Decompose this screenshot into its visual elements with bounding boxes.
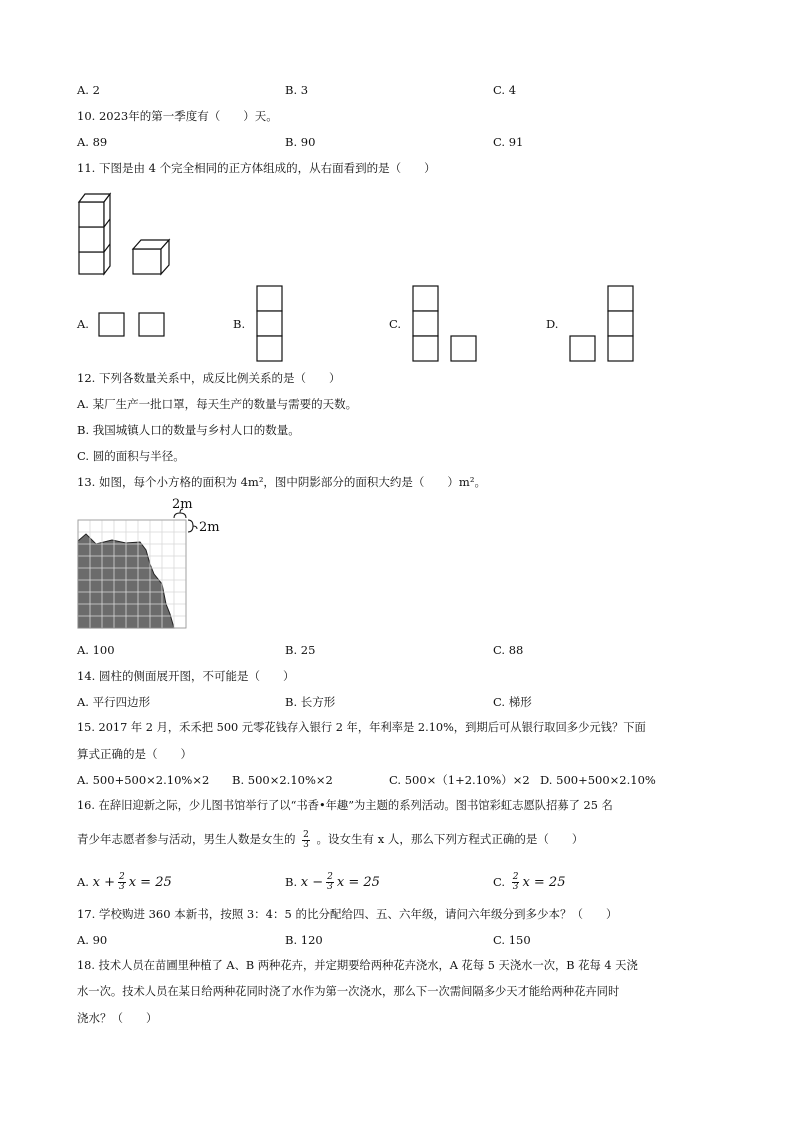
q16-text: 16. 在辞旧迎新之际，少儿图书馆举行了以“书香•年趣”为主题的系列活动。图书馆彩虹志愿队招募了 25 名	[77, 799, 613, 812]
q18-text-line2: 水一次。技术人员在某日给两种花同时浇了水作为第一次浇水，那么下一次需间隔多少天才能给两种花卉同时	[77, 985, 620, 998]
q13-option-a: A. 100	[77, 643, 115, 657]
q17-text: 17. 学校购进 360 本新书，按照 3：4：5 的比分配给四、五、六年级，请问六年级分到多少本？（ ）	[77, 907, 618, 921]
q16-option-c	[493, 868, 565, 897]
q13-option-b: B. 25	[285, 643, 316, 657]
q11-option-c-view	[411, 285, 481, 363]
q11-option-a: A.	[77, 317, 89, 331]
q12-option-c: C. 圆的面积与半径。	[77, 449, 185, 463]
q15-text: 15. 2017 年 2 月，禾禾把 500 元零花钱存入银行 2 年，年利率是 2.10%，到期后可从银行取回多少元钱？下面	[77, 721, 646, 734]
q13-option-c: C. 88	[493, 643, 524, 657]
q16-option-c-label: C.	[493, 875, 506, 889]
q14-option-c: C. 梯形	[493, 695, 532, 709]
q16-text-line2	[77, 824, 583, 854]
q14-text: 14. 圆柱的侧面展开图，不可能是（ ）	[77, 669, 295, 683]
q11-text: 11. 下图是由 4 个完全相同的正方体组成的，从右面看到的是（ ）	[77, 161, 436, 175]
q16-frac-num: 2	[303, 829, 309, 840]
q16-option-c-fraction	[512, 873, 520, 892]
q9-option-a: A. 2	[77, 83, 100, 97]
q12-option-b: B. 我国城镇人口的数量与乡村人口的数量。	[77, 423, 300, 437]
q14-option-b: B. 长方形	[285, 695, 336, 709]
q16-option-c-post: x = 25	[522, 875, 566, 890]
q12-option-a: A. 某厂生产一批口罩，每天生产的数量与需要的天数。	[77, 397, 358, 411]
q17-option-a: A. 90	[77, 933, 108, 947]
q13-label-top: 2m	[172, 497, 193, 512]
q16-option-b-pre: x −	[300, 875, 324, 890]
q16-option-b-den: 3	[327, 882, 333, 892]
q11-option-b: B.	[233, 317, 246, 331]
q16-option-a-den: 3	[118, 882, 125, 892]
q18-text-line3: 浇水？（ ）	[77, 1011, 158, 1025]
q9-option-b: B. 3	[285, 83, 309, 97]
q16-option-a	[77, 868, 172, 897]
q15-option-d: D. 500+500×2.10%	[540, 773, 656, 787]
q15-option-a: A. 500+500×2.10%×2	[77, 773, 210, 787]
q16-option-a-post: x = 25	[128, 875, 172, 890]
q13-text: 13. 如图，每个小方格的面积为 4m²，图中阴影部分的面积大约是（ ）m²。	[77, 475, 486, 489]
q15-option-c: C. 500×（1+2.10%）×2	[389, 773, 530, 787]
q13-grid-figure	[74, 496, 224, 631]
q10-option-c: C. 91	[493, 135, 524, 149]
q16-option-b	[285, 868, 380, 897]
q10-option-b: B. 90	[285, 135, 316, 149]
q14-option-a: A. 平行四边形	[77, 695, 151, 709]
q16-option-c-den: 3	[512, 882, 519, 892]
q11-option-d-view	[568, 285, 638, 363]
q11-option-a-view	[97, 312, 167, 338]
q16-option-a-fraction	[118, 873, 126, 892]
q18-text: 18. 技术人员在苗圃里种植了 A、B 两种花卉，并定期要给两种花卉浇水，A 花每 5 天浇水一次，B 花每 4 天浇	[77, 959, 638, 972]
q17-option-c: C. 150	[493, 933, 531, 947]
q16-option-a-pre: x +	[92, 875, 115, 890]
q10-option-a: A. 89	[77, 135, 108, 149]
q17-option-b: B. 120	[285, 933, 323, 947]
q11-option-b-view	[255, 285, 285, 363]
q12-text: 12. 下列各数量关系中，成反比例关系的是（ ）	[77, 371, 341, 385]
q16-option-a-label: A.	[77, 875, 89, 889]
q15-option-b: B. 500×2.10%×2	[232, 773, 333, 787]
q16-text-line2-b: 。设女生有 x 人，那么下列方程式正确的是（ ）	[316, 832, 584, 846]
q16-fraction	[302, 831, 310, 850]
q16-text-line2-a: 青少年志愿者参与活动，男生人数是女生的	[77, 832, 296, 846]
q11-option-d: D.	[546, 317, 559, 331]
q16-option-b-label: B.	[285, 875, 298, 889]
q11-cube-figure	[75, 186, 185, 276]
q16-frac-den: 3	[303, 839, 309, 850]
q16-option-b-post: x = 25	[336, 875, 380, 890]
q16-option-b-fraction	[326, 873, 334, 892]
q16-option-c-num: 2	[512, 872, 519, 882]
q16-option-b-num: 2	[327, 872, 333, 882]
q11-option-c: C.	[389, 317, 402, 331]
q16-option-a-num: 2	[118, 872, 125, 882]
q15-text-line2: 算式正确的是（ ）	[77, 747, 192, 761]
q9-option-c: C. 4	[493, 83, 517, 97]
q13-label-right: 2m	[199, 520, 220, 535]
q10-text: 10. 2023年的第一季度有（ ）天。	[77, 109, 278, 123]
